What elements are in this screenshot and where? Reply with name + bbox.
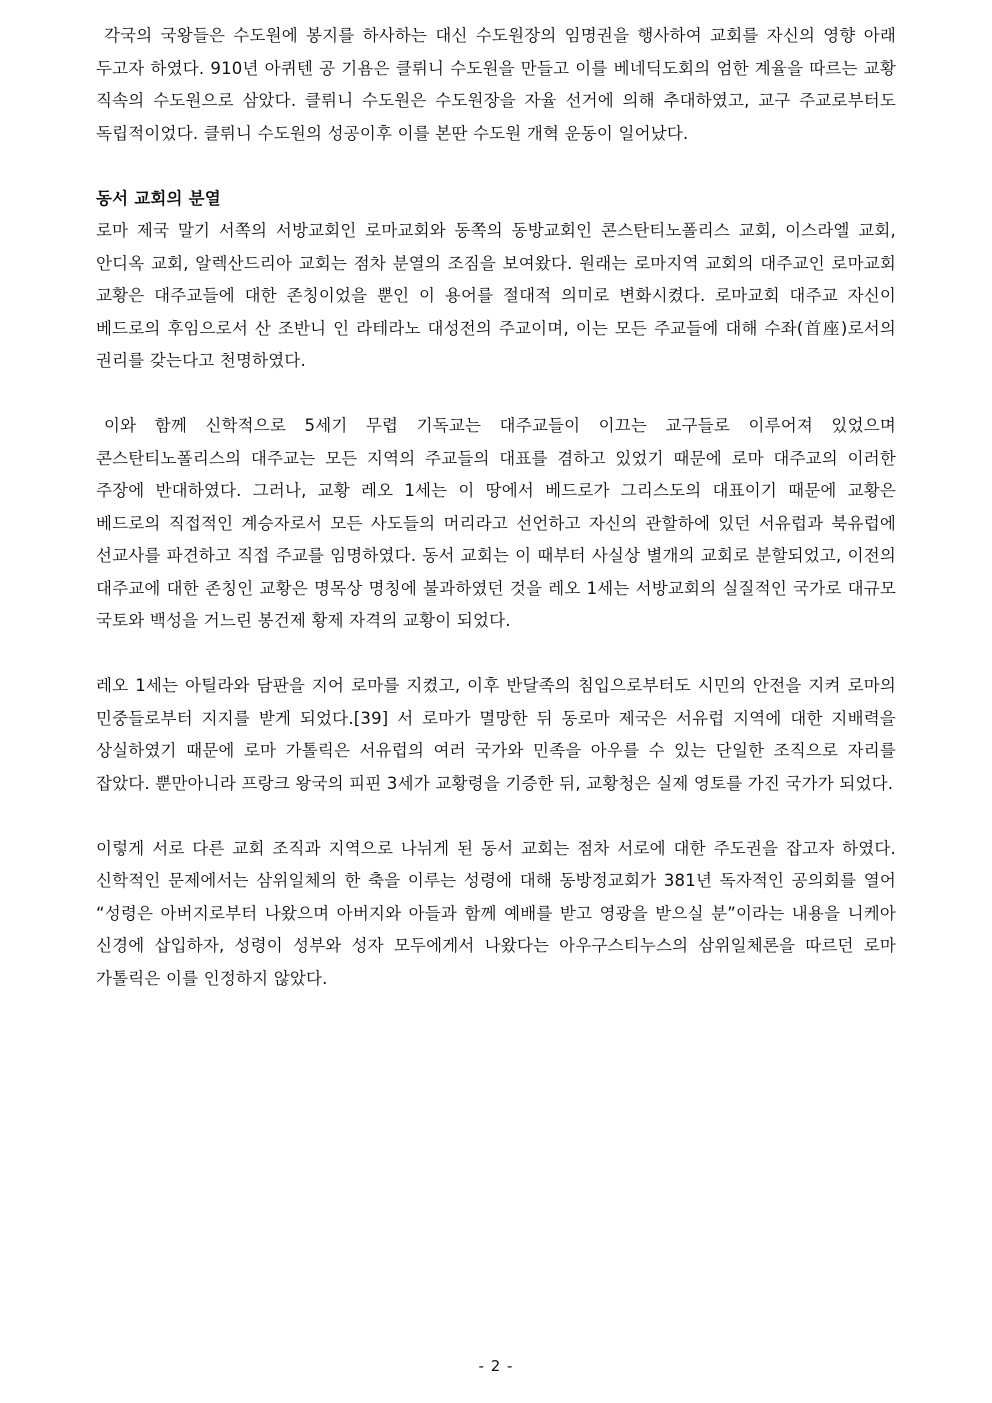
- page-number: - 2 -: [478, 1357, 514, 1375]
- paragraph-leo-claims: 이와 함께 신학적으로 5세기 무렵 기독교는 대주교들이 이끄는 교구들로 이루어져 있었으며 콘스탄티노폴리스의 대주교는 모든 지역의 주교들의 대표를 겸하고 있었기 때문에 로마 대주교의 이러한 주장에 반대하였다. 그러나, 교황 레오 1세는 이 땅에서 베드로가 그리스도의 대표이기 때문에 교황은 베드로의 직접적인 계승자로서 모든 사도들의 머리라고 선언하고 자신의 관할하에 있던 서유럽과 북유럽에 선교사를 파견하고 직접 주교를 임명하였다. 동서 교회는 이 때부터 사실상 별개의 교회로 분할되었고, 이전의 대주교에 대한 존칭인 교황은 명목상 명칭에 불과하였던 것을 레오 1세는 서방교회의 실질적인 국가로 대규모 국토와 백성을 거느린 봉건제 황제 자격의 교황이 되었다.: [96, 416, 896, 630]
- section-heading: 동서 교회의 분열: [96, 188, 221, 208]
- paragraph-spacer: [96, 378, 896, 411]
- paragraph-spacer: [96, 150, 896, 183]
- paragraph-east-west-split: 로마 제국 말기 서쪽의 서방교회인 로마교회와 동쪽의 동방교회인 콘스탄티노폴리스 교회, 이스라엘 교회, 안디옥 교회, 알렉산드리아 교회는 점차 분열의 조짐을 보여왔다. 원래는 로마지역 교회의 대주교인 로마교회 교황은 대주교들에 대한 존칭이었을 뿐인 이 용어를 절대적 의미로 변화시켰다. 로마교회 대주교 자신이 베드로의 후임으로서 산 조반니 인 라테라노 대성전의 주교이며, 이는 모든 주교들에 대해 수좌(首座)로서의 권리를 갖는다고 천명하였다.: [96, 221, 896, 370]
- paragraph-spacer: [96, 800, 896, 833]
- paragraph-leo-rome: 레오 1세는 아틸라와 담판을 지어 로마를 지켰고, 이후 반달족의 침입으로부터도 시민의 안전을 지켜 로마의 민중들로부터 지지를 받게 되었다.[39] 서 로마가 멸망한 뒤 동로마 제국은 서유럽 지역에 대한 지배력을 상실하였기 때문에 로마 가톨릭은 서유럽의 여러 국가와 민족을 아우를 수 있는 단일한 조직으로 자리를 잡았다. 뿐만아니라 프랑크 왕국의 피핀 3세가 교황령을 기증한 뒤, 교황청은 실제 영토를 가진 국가가 되었다.: [96, 676, 896, 793]
- paragraph-spacer: [96, 638, 896, 671]
- document-body: [96, 20, 896, 995]
- paragraph-cluny: 각국의 국왕들은 수도원에 봉지를 하사하는 대신 수도원장의 임명권을 행사하여 교회를 자신의 영향 아래 두고자 하였다. 910년 아퀴텐 공 기욤은 클뤼니 수도원을 만들고 이를 베네딕도회의 엄한 계율을 따르는 교황 직속의 수도원으로 삼았다. 클뤼니 수도원은 수도원장을 자율 선거에 의해 추대하였고, 교구 주교로부터도 독립적이었다. 클뤼니 수도원의 성공이후 이를 본딴 수도원 개혁 운동이 일어났다.: [96, 26, 896, 143]
- paragraph-filioque: 이렇게 서로 다른 교회 조직과 지역으로 나뉘게 된 동서 교회는 점차 서로에 대한 주도권을 잡고자 하였다. 신학적인 문제에서는 삼위일체의 한 축을 이루는 성령에 대해 동방정교회가 381년 독자적인 공의회를 열어 “성령은 아버지로부터 나왔으며 아버지와 아들과 함께 예배를 받고 영광을 받으실 분”이라는 내용을 니케아 신경에 삽입하자, 성령이 성부와 성자 모두에게서 나왔다는 아우구스티누스의 삼위일체론을 따르던 로마 가톨릭은 이를 인정하지 않았다.: [96, 838, 896, 988]
